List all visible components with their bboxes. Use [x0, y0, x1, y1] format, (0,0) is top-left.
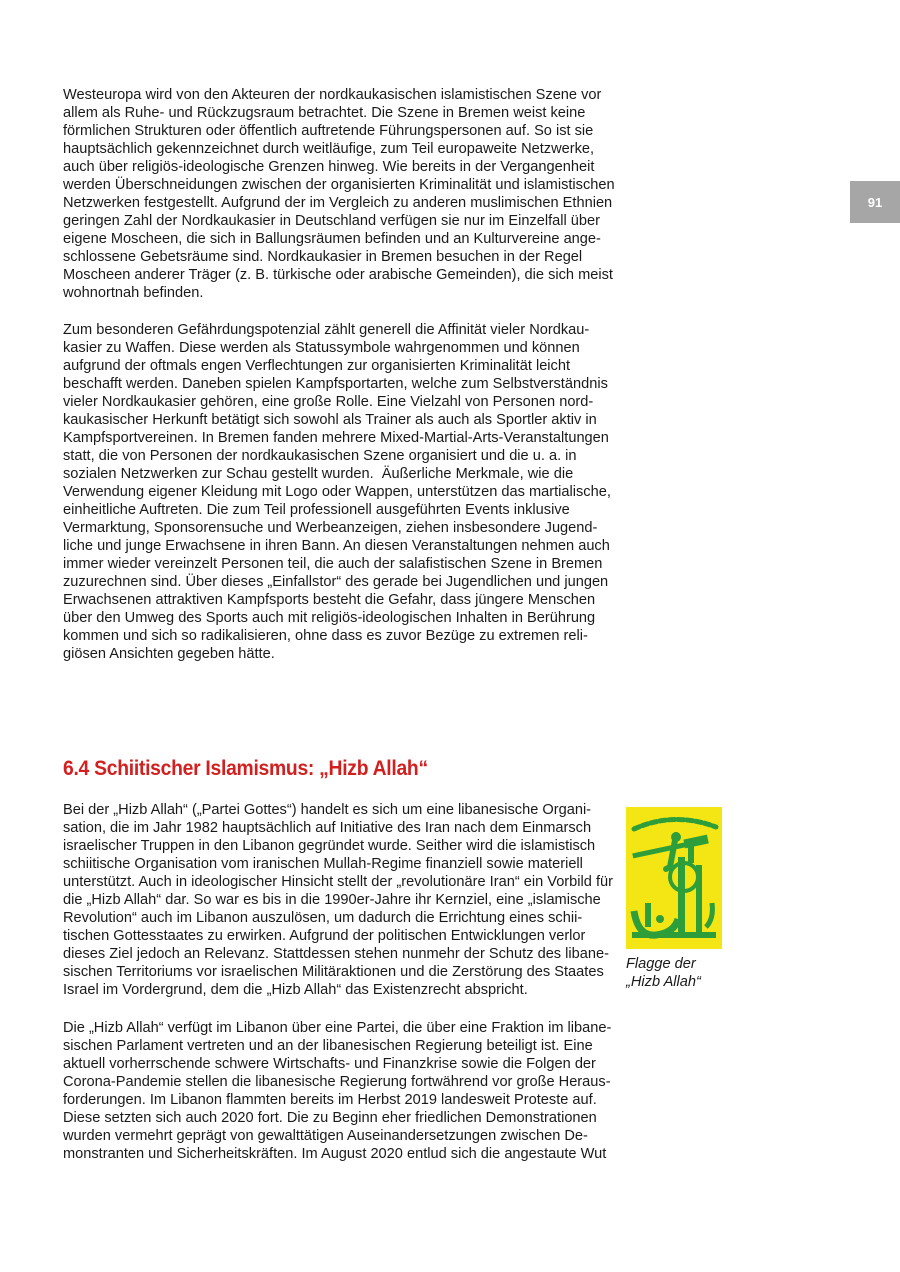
text-line: sozialen Netzwerken zur Schau gestellt wurden. Äußerliche Merkmale, wie die	[63, 466, 574, 482]
text-line: allem als Ruhe- und Rückzugsraum betrachtet. Die Szene in Bremen weist keine	[63, 105, 586, 121]
text-line: vieler Nordkaukasier gehören, eine große Rolle. Eine Vielzahl von Personen nord-	[63, 394, 594, 410]
text-line: werden Überschneidungen zwischen der organisierten Kriminalität und islamistischen	[63, 177, 615, 193]
text-line: einheitliche Auftreten. Die zum Teil professionell ausgeführten Events inklusive	[63, 502, 570, 518]
text-line: giösen Ansichten gegeben hätte.	[63, 646, 275, 662]
text-line: eigene Moscheen, die sich in Ballungsräumen befinden und an Kulturvereine ange-	[63, 231, 601, 247]
text-line: Vermarktung, Sponsorensuche und Werbeanzeigen, ziehen insbesondere Jugend-	[63, 520, 598, 536]
hizb-allah-flag-image	[626, 807, 722, 949]
text-line: Revolution“ auch im Libanon auszulösen, um dadurch die Errichtung eines schii-	[63, 910, 583, 926]
text-line: kommen und sich so radikalisieren, ohne dass es zuvor Bezüge zu extremen reli-	[63, 628, 588, 644]
text-line: schlossene Gebetsräume sind. Nordkaukasier in Bremen besuchen in der Regel	[63, 249, 583, 265]
text-line: forderungen. Im Libanon flammten bereits im Herbst 2019 landesweit Proteste auf.	[63, 1092, 597, 1108]
text-line: statt, die von Personen der nordkaukasischen Szene organisiert und die u. a. in	[63, 448, 577, 464]
text-line: Westeuropa wird von den Akteuren der nordkaukasischen islamistischen Szene vor	[63, 87, 602, 103]
text-line: israelischer Truppen in den Libanon gegründet wurde. Seither wird die islamistisch	[63, 838, 596, 854]
text-line: über den Umweg des Sports auch mit religiös-ideologischen Inhalten in Berührung	[63, 610, 596, 626]
text-line: monstranten und Sicherheitskräften. Im August 2020 entlud sich die angestaute Wut	[63, 1146, 607, 1162]
text-line: unterstützt. Auch in ideologischer Hinsicht stellt der „revolutionäre Iran“ ein Vorbild für	[63, 874, 613, 890]
text-line: Netzwerken festgestellt. Aufgrund der im Vergleich zu anderen muslimischen Ethnien	[63, 195, 613, 211]
text-line: immer wieder vereinzelt Personen teil, die auch der salafistischen Szene in Bremen	[63, 556, 603, 572]
text-line: förmlichen Strukturen oder öffentlich auftretende Führungspersonen auf. So ist sie	[63, 123, 594, 139]
text-line: schiitische Organisation vom iranischen Mullah-Regime finanziell sowie materiell	[63, 856, 583, 872]
text-line: beschafft werden. Daneben spielen Kampfsportarten, welche zum Selbstverständnis	[63, 376, 608, 392]
text-line: hauptsächlich gekennzeichnet durch weitläufige, zum Teil europaweite Netzwerke,	[63, 141, 595, 157]
text-line: liche und junge Erwachsene in ihren Bann. An diesen Veranstaltungen nehmen auch	[63, 538, 610, 554]
text-line: Die „Hizb Allah“ verfügt im Libanon über eine Partei, die über eine Fraktion im libane-	[63, 1020, 612, 1036]
caption-line: „Hizb Allah“	[626, 974, 701, 990]
caption-line: Flagge der	[626, 956, 696, 972]
flag-emblem-graphic	[626, 807, 722, 949]
text-line: Israel im Vordergrund, dem die „Hizb Allah“ das Existenzrecht abspricht.	[63, 982, 528, 998]
paragraph-gefaehrdungspotenzial	[63, 321, 623, 663]
text-line: Verwendung eigener Kleidung mit Logo oder Wappen, unterstützen das martialische,	[63, 484, 611, 500]
text-line: aufgrund der oftmals engen Verflechtungen zur organisierten Kriminalität leicht	[63, 358, 571, 374]
text-line: kaukasischer Herkunft betätigt sich sowohl als Trainer als auch als Sportler aktiv in	[63, 412, 597, 428]
text-line: sischen Territoriums vor israelischen Militäraktionen und die Zerstörung des Staates	[63, 964, 604, 980]
paragraph-hizb-allah-intro	[63, 801, 623, 999]
paragraph-hizb-allah-lebanon	[63, 1019, 623, 1163]
text-line: sischen Parlament vertreten und an der libanesischen Regierung beteiligt ist. Eine	[63, 1038, 593, 1054]
text-line: Diese setzten sich auch 2020 fort. Die zu Beginn eher friedlichen Demonstrationen	[63, 1110, 597, 1126]
text-line: aktuell vorherrschende schwere Wirtschafts- und Finanzkrise sowie die Folgen der	[63, 1056, 596, 1072]
text-line: wohnortnah befinden.	[63, 285, 204, 301]
section-heading: 6.4 Schiitischer Islamismus: „Hizb Allah“	[63, 757, 428, 780]
text-line: Erwachsenen attraktiven Kampfsports besteht die Gefahr, dass jüngere Menschen	[63, 592, 596, 608]
text-line: tischen Gottesstaates zu erwirken. Aufgrund der politischen Entwicklungen verlor	[63, 928, 586, 944]
text-line: sation, die im Jahr 1982 hauptsächlich auf Initiative des Iran nach dem Einmarsch	[63, 820, 592, 836]
text-line: Moscheen anderer Träger (z. B. türkische oder arabische Gemeinden), die sich meist	[63, 267, 613, 283]
text-line: Corona-Pandemie stellen die libanesische Regierung fortwährend vor große Heraus-	[63, 1074, 611, 1090]
text-line: kasier zu Waffen. Diese werden als Statussymbole wahrgenommen und können	[63, 340, 580, 356]
text-line: zuzurechnen sind. Über dieses „Einfallstor“ des gerade bei Jugendlichen und jungen	[63, 574, 609, 590]
page-number-tab	[850, 181, 900, 223]
text-line: geringen Zahl der Nordkaukasier in Deutschland verfügen sie nur im Einzelfall über	[63, 213, 601, 229]
text-line: Bei der „Hizb Allah“ („Partei Gottes“) handelt es sich um eine libanesische Organi-	[63, 802, 592, 818]
text-line: Kampfsportvereinen. In Bremen fanden mehrere Mixed-Martial-Arts-Veranstaltungen	[63, 430, 609, 446]
text-line: dieses Ziel jedoch an Relevanz. Stattdessen stehen nunmehr der Schutz des libane-	[63, 946, 609, 962]
page-number: 91	[867, 194, 883, 210]
text-line: Zum besonderen Gefährdungspotenzial zählt generell die Affinität vieler Nordkau-	[63, 322, 590, 338]
text-line: auch über religiös-ideologische Grenzen hinweg. Wie bereits in der Vergangenheit	[63, 159, 595, 175]
paragraph-nordkaukasus-intro	[63, 86, 623, 302]
text-line: wurden vermehrt geprägt von gewalttätigen Auseinandersetzungen zwischen De-	[63, 1128, 588, 1144]
text-line: die „Hizb Allah“ dar. So war es bis in die 1990er-Jahre ihr Kernziel, eine „islamische	[63, 892, 601, 908]
flag-caption	[626, 955, 736, 991]
